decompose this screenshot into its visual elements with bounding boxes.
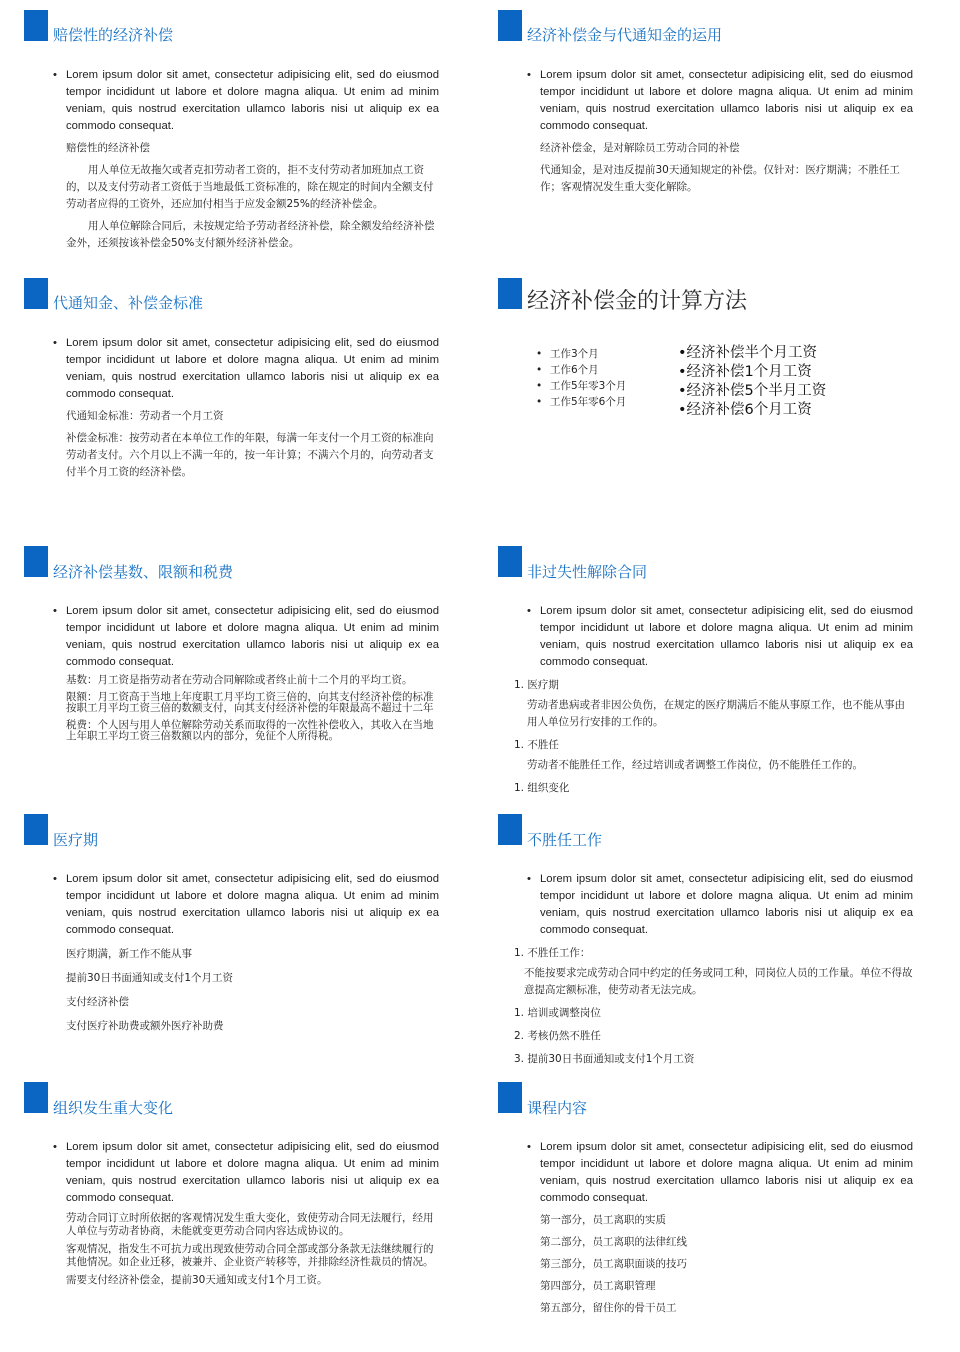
slide-title: 代通知金、补偿金标准 — [53, 294, 204, 312]
slide-title: 经济补偿金的计算方法 — [527, 289, 748, 314]
paragraph: 税费：个人因与用人单位解除劳动关系而取得的一次性补偿收入，其收入在当地上年职工平均工资三倍数额以内的部分，免征个人所得税。 — [66, 719, 434, 742]
tenure-item: • 工作5年零6个月 — [536, 394, 626, 410]
slide-compensatory-payment — [0, 0, 474, 268]
title-accent-bar — [498, 10, 522, 41]
slide-title: 赔偿性的经济补偿 — [53, 26, 174, 44]
title-accent-bar — [498, 278, 522, 309]
slide-body — [53, 871, 439, 1035]
item-detail: 劳动者患病或者非因公负伤，在规定的医疗期满后不能从事原工作，也不能从事由用人单位另行安排的工作的。 — [527, 699, 905, 728]
numbered-item: 1. 组织变化 — [514, 782, 570, 794]
slide-incompetence — [474, 804, 948, 1072]
slide-body — [527, 67, 913, 196]
title-accent-bar — [24, 10, 48, 41]
tenure-item: • 工作3个月 — [536, 346, 626, 362]
paragraph: 支付医疗补助费或额外医疗补助费 — [66, 1020, 224, 1032]
paragraph: 劳动合同订立时所依据的客观情况发生重大变化，致使劳动合同无法履行，经用人单位与劳动者协商，未能就变更劳动合同内容达成协议的。 — [66, 1212, 434, 1237]
course-part: 第一部分，员工离职的实质 — [540, 1214, 666, 1226]
lorem-bullet: • Lorem ipsum dolor sit amet, consectetur adipisicing elit, sed do eiusmod tempor incididunt ut labore et dolore magna aliqua. Ut enim ad minim veniam, quis nostrud exercitation ullamco laboris nisi ut aliquip ex ea commodo consequat. — [527, 603, 913, 671]
slide-title: 非过失性解除合同 — [527, 563, 648, 581]
course-part: 第四部分，员工离职管理 — [540, 1280, 656, 1292]
paragraph: 赔偿性的经济补偿 — [66, 142, 150, 154]
lorem-bullet: • Lorem ipsum dolor sit amet, consectetur adipisicing elit, sed do eiusmod tempor incididunt ut labore et dolore magna aliqua. Ut enim ad minim veniam, quis nostrud exercitation ullamco laboris nisi ut aliquip ex ea commodo consequat. — [53, 67, 439, 135]
slide-body — [53, 67, 439, 252]
slide-title: 经济补偿金与代通知金的运用 — [527, 26, 723, 44]
slide-title: 经济补偿基数、限额和税费 — [53, 563, 234, 581]
slide-body — [53, 603, 439, 742]
slide-compensation-vs-notice-pay — [474, 0, 948, 268]
compensation-item: •经济补偿半个月工资 — [678, 345, 818, 361]
compensation-item: •经济补偿6个月工资 — [678, 402, 812, 418]
slide-calculation-method — [474, 268, 948, 536]
title-accent-bar — [24, 278, 48, 309]
paragraph: 补偿金标准：按劳动者在本单位工作的年限，每满一年支付一个月工资的标准向劳动者支付。六个月以上不满一年的，按一年计算；不满六个月的，向劳动者支付半个月工资的经济补偿。 — [66, 432, 434, 478]
slide-medical-period — [0, 804, 474, 1072]
item-detail: 劳动者不能胜任工作，经过培训或者调整工作岗位，仍不能胜任工作的。 — [527, 759, 863, 771]
slide-body — [514, 603, 913, 803]
paragraph: 需要支付经济补偿金，提前30天通知或支付1个月工资。 — [66, 1274, 328, 1286]
slide-body — [53, 1139, 439, 1287]
numbered-item: 1. 不胜任 — [514, 739, 559, 751]
lorem-bullet: • Lorem ipsum dolor sit amet, consectetur adipisicing elit, sed do eiusmod tempor incididunt ut labore et dolore magna aliqua. Ut enim ad minim veniam, quis nostrud exercitation ullamco laboris nisi ut aliquip ex ea commodo consequat. — [53, 1139, 439, 1207]
paragraph: 限额：月工资高于当地上年度职工月平均工资三倍的，向其支付经济补偿的标准按职工月平均工资三倍的数额支付，向其支付经济补偿的年限最高不超过十二年 — [66, 691, 434, 714]
item-detail: 不能按要求完成劳动合同中约定的任务或同工种，同岗位人员的工作量。单位不得故意提高定额标准，使劳动者无法完成。 — [524, 967, 913, 996]
paragraph: 经济补偿金，是对解除员工劳动合同的补偿 — [540, 142, 740, 154]
course-part: 第五部分，留住你的骨干员工 — [540, 1302, 677, 1314]
slide-title: 课程内容 — [527, 1099, 588, 1117]
slide-body — [514, 871, 913, 1071]
lorem-bullet: • Lorem ipsum dolor sit amet, consectetur adipisicing elit, sed do eiusmod tempor incididunt ut labore et dolore magna aliqua. Ut enim ad minim veniam, quis nostrud exercitation ullamco laboris nisi ut aliquip ex ea commodo consequat. — [527, 1139, 913, 1207]
title-accent-bar — [24, 546, 48, 577]
tenure-item: • 工作6个月 — [536, 362, 626, 378]
lorem-bullet: • Lorem ipsum dolor sit amet, consectetur adipisicing elit, sed do eiusmod tempor incididunt ut labore et dolore magna aliqua. Ut enim ad minim veniam, quis nostrud exercitation ullamco laboris nisi ut aliquip ex ea commodo consequat. — [527, 871, 913, 939]
paragraph: 用人单位无故拖欠或者克扣劳动者工资的，拒不支付劳动者加班加点工资的，以及支付劳动者工资低于当地最低工资标准的，除在规定的时间内全额支付劳动者应得的工资外，还应加付相当于应发金额25%的经济补偿金。 — [66, 164, 434, 210]
lorem-bullet: • Lorem ipsum dolor sit amet, consectetur adipisicing elit, sed do eiusmod tempor incididunt ut labore et dolore magna aliqua. Ut enim ad minim veniam, quis nostrud exercitation ullamco laboris nisi ut aliquip ex ea commodo consequat. — [527, 67, 913, 135]
title-accent-bar — [498, 546, 522, 577]
paragraph: 用人单位解除合同后，未按规定给予劳动者经济补偿，除全额发给经济补偿金外，还须按该补偿金50%支付额外经济补偿金。 — [66, 220, 435, 249]
slide-body — [53, 335, 439, 481]
slide-major-change — [0, 1072, 474, 1340]
numbered-item: 1. 培训或调整岗位 — [514, 1007, 601, 1019]
compensation-item: •经济补偿1个月工资 — [678, 364, 812, 380]
paragraph: 基数：月工资是指劳动者在劳动合同解除或者终止前十二个月的平均工资。 — [66, 674, 413, 686]
tenure-item: • 工作5年零3个月 — [536, 378, 626, 394]
paragraph: 提前30日书面通知或支付1个月工资 — [66, 972, 234, 984]
paragraph: 代通知金标准：劳动者一个月工资 — [66, 410, 224, 422]
numbered-item: 1. 不胜任工作： — [514, 947, 591, 959]
title-accent-bar — [498, 814, 522, 845]
lorem-bullet: • Lorem ipsum dolor sit amet, consectetur adipisicing elit, sed do eiusmod tempor incididunt ut labore et dolore magna aliqua. Ut enim ad minim veniam, quis nostrud exercitation ullamco laboris nisi ut aliquip ex ea commodo consequat. — [53, 335, 439, 403]
paragraph: 代通知金，是对违反提前30天通知规定的补偿。仅针对：医疗期满；不胜任工作；客观情况发生重大变化解除。 — [540, 164, 900, 193]
course-part: 第三部分，员工离职面谈的技巧 — [540, 1258, 687, 1270]
tenure-list — [536, 346, 626, 410]
paragraph: 支付经济补偿 — [66, 996, 129, 1008]
lorem-bullet: • Lorem ipsum dolor sit amet, consectetur adipisicing elit, sed do eiusmod tempor incididunt ut labore et dolore magna aliqua. Ut enim ad minim veniam, quis nostrud exercitation ullamco laboris nisi ut aliquip ex ea commodo consequat. — [53, 871, 439, 939]
title-accent-bar — [24, 1082, 48, 1113]
compensation-list — [678, 344, 826, 420]
numbered-item: 3. 提前30日书面通知或支付1个月工资 — [514, 1053, 695, 1065]
slide-title: 组织发生重大变化 — [53, 1099, 174, 1117]
paragraph: 客观情况，指发生不可抗力或出现致使劳动合同全部或部分条款无法继续履行的其他情况。如企业迁移，被兼并、企业资产转移等，并排除经济性裁员的情况。 — [66, 1243, 434, 1268]
slide-non-fault-termination — [474, 536, 948, 804]
course-part: 第二部分，员工离职的法律红线 — [540, 1236, 687, 1248]
slide-course-content — [474, 1072, 948, 1340]
numbered-item: 2. 考核仍然不胜任 — [514, 1030, 601, 1042]
compensation-item: •经济补偿5个半月工资 — [678, 383, 827, 399]
slide-base-limit-tax — [0, 536, 474, 804]
lorem-bullet: • Lorem ipsum dolor sit amet, consectetur adipisicing elit, sed do eiusmod tempor incididunt ut labore et dolore magna aliqua. Ut enim ad minim veniam, quis nostrud exercitation ullamco laboris nisi ut aliquip ex ea commodo consequat. — [53, 603, 439, 671]
slide-notice-pay-standard — [0, 268, 474, 536]
title-accent-bar — [24, 814, 48, 845]
numbered-item: 1. 医疗期 — [514, 679, 559, 691]
paragraph: 医疗期满，新工作不能从事 — [66, 948, 192, 960]
slide-title: 医疗期 — [53, 831, 99, 849]
title-accent-bar — [498, 1082, 522, 1113]
slide-body — [527, 1139, 913, 1317]
slide-title: 不胜任工作 — [527, 831, 603, 849]
